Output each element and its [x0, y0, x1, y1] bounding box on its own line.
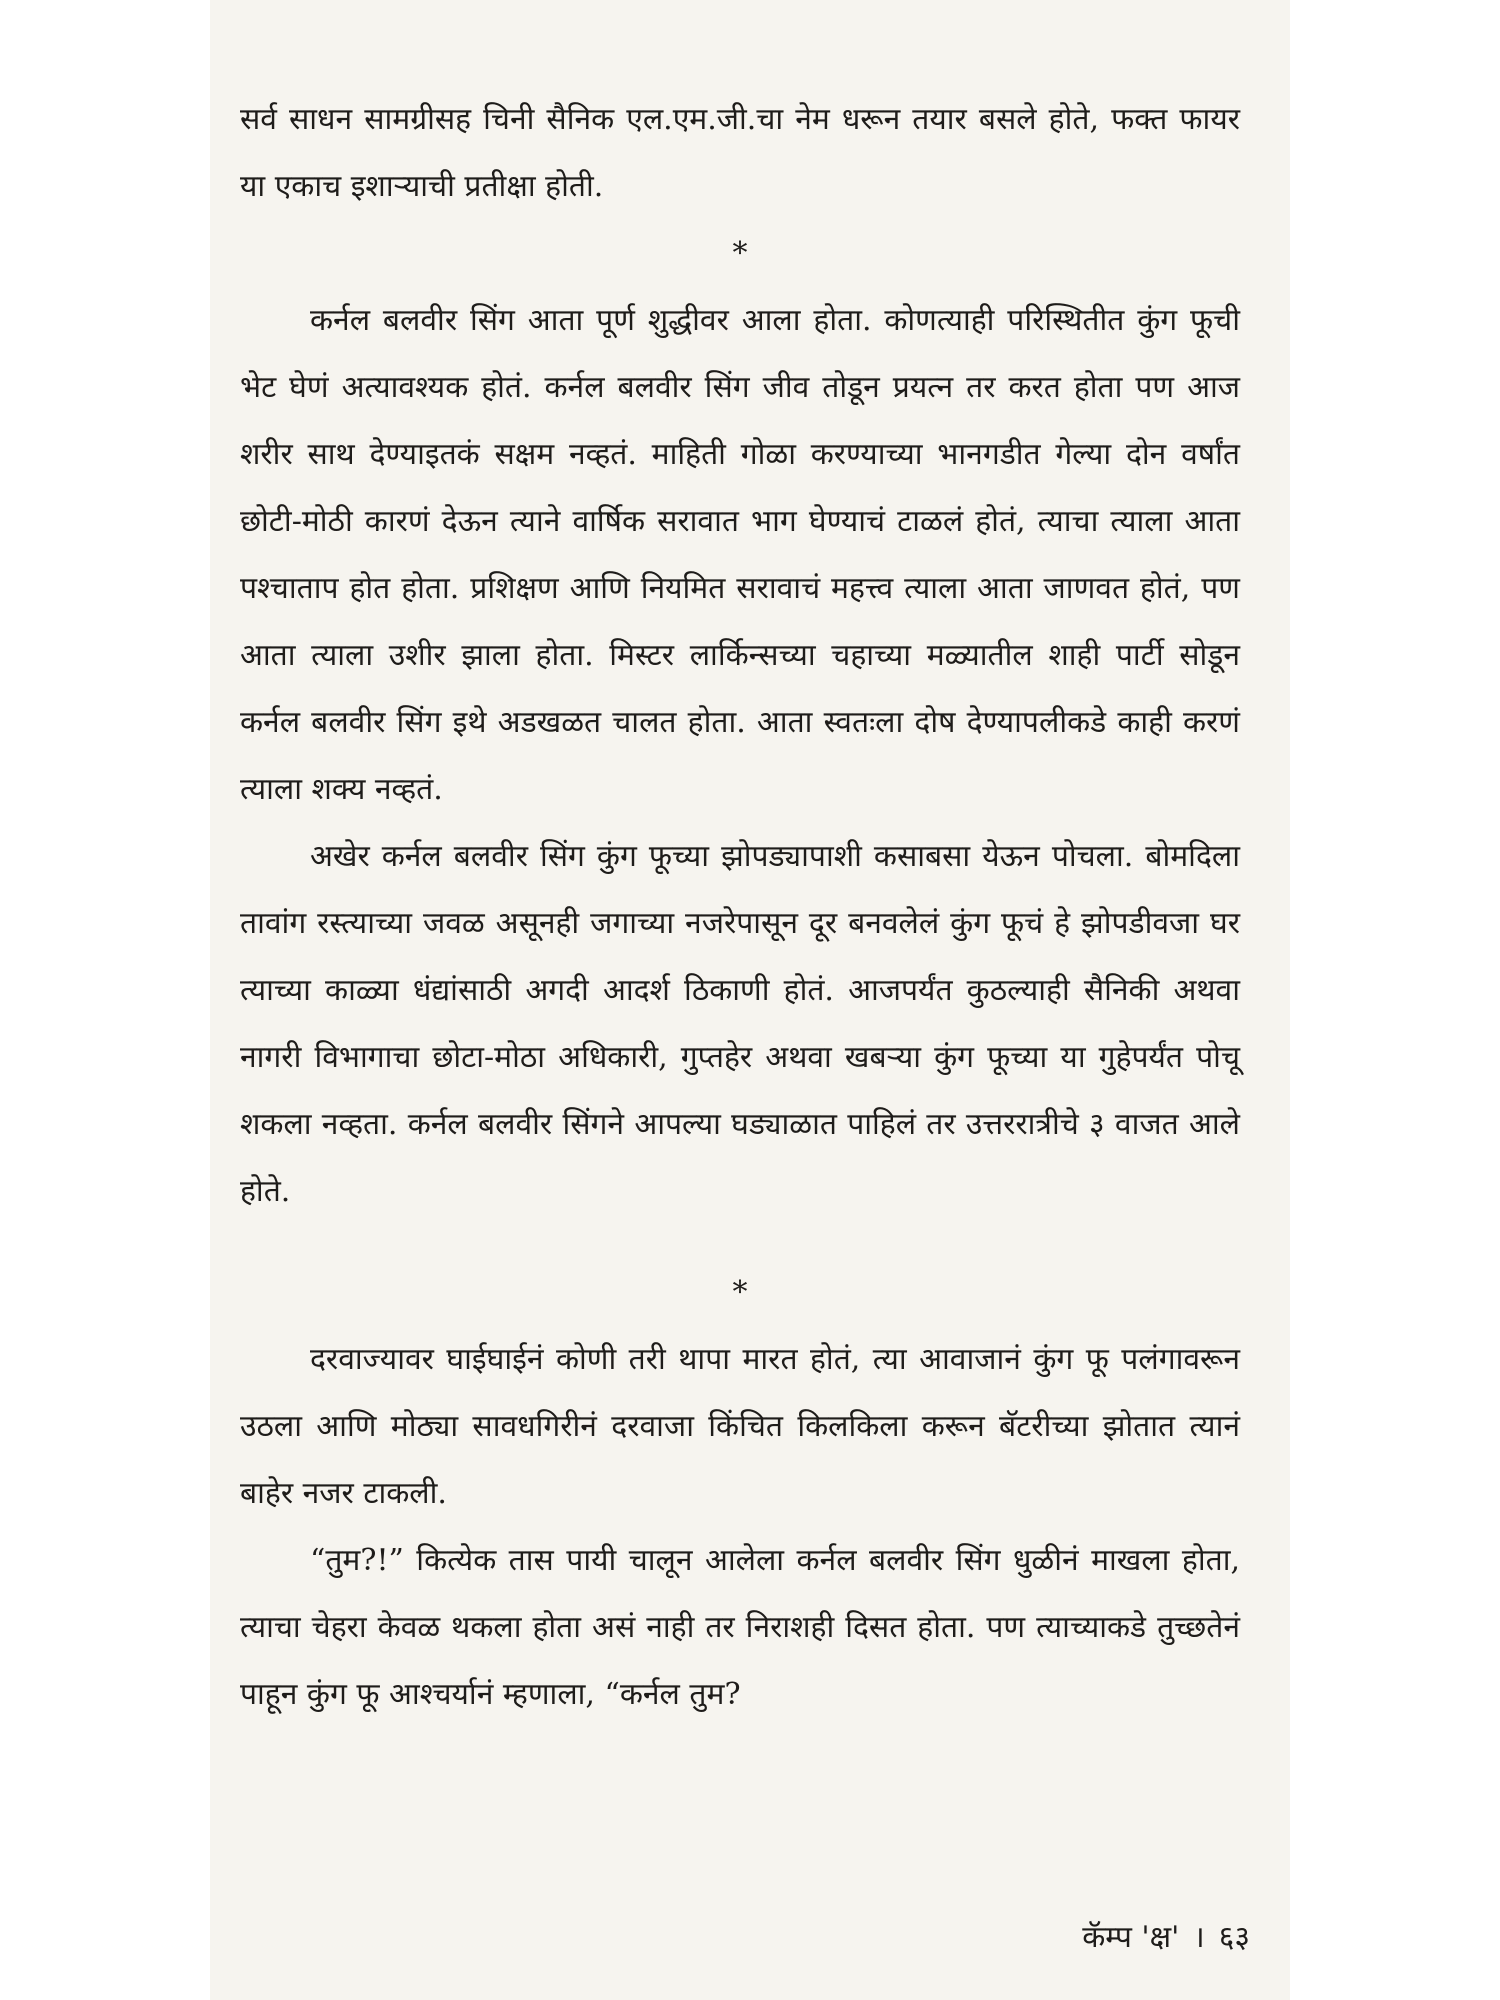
paragraph-5: “तुम?!” कित्येक तास पायी चालून आलेला कर्नल बलवीर सिंग धुळीनं माखला होता, त्याचा चेहरा केवळ थकला होता असं नाही तर निराशही दिसत होता. पण त्याच्याकडे तुच्छतेनं पाहून कुंग फू आश्चर्यानं म्हणाला, “कर्नल तुम? — [240, 1543, 1240, 1712]
paragraph-2: कर्नल बलवीर सिंग आता पूर्ण शुद्धीवर आला होता. कोणत्याही परिस्थितीत कुंग फूची भेट घेणं अत्यावश्यक होतं. कर्नल बलवीर सिंग जीव तोडून प्रयत्न तर करत होता पण आज शरीर साथ देण्याइतकं सक्षम नव्हतं. माहिती गोळा करण्याच्या भानगडीत गेल्या दोन वर्षांत छोटी-मोठी कारणं देऊन त्याने वार्षिक सरावात भाग घेण्याचं टाळलं होतं, त्याचा त्याला आता पश्चाताप होत होता. प्रशिक्षण आणि नियमित सरावाचं महत्त्व त्याला आता जाणवत होतं, पण आता त्याला उशीर झाला होता. मिस्टर लार्किन्सच्या चहाच्या मळ्यातील शाही पार्टी सोडून कर्नल बलवीर सिंग इथे अडखळत चालत होता. आता स्वतःला दोष देण्यापलीकडे काही करणं त्याला शक्य नव्हतं. — [240, 303, 1240, 807]
page-body — [240, 86, 1240, 1728]
footer-separator: । — [1193, 1920, 1205, 1955]
paragraph-1: सर्व साधन सामग्रीसह चिनी सैनिक एल.एम.जी.चा नेम धरून तयार बसले होते, फक्त फायर या एकाच इशाऱ्याची प्रतीक्षा होती. — [240, 102, 1240, 204]
book-title: कॅम्प 'क्ष' — [1082, 1920, 1180, 1955]
paragraph-4: दरवाज्यावर घाईघाईनं कोणी तरी थापा मारत होतं, त्या आवाजानं कुंग फू पलंगावरून उठला आणि मोठ्या सावधगिरीनं दरवाजा किंचित किलकिला करून बॅटरीच्या झोतात त्यानं बाहेर नजर टाकली. — [240, 1342, 1240, 1511]
page-footer — [1082, 1918, 1250, 1958]
section-divider-1: * — [732, 236, 748, 271]
section-divider-2: * — [732, 1275, 748, 1310]
spacer — [240, 1225, 1240, 1259]
paragraph-3: अखेर कर्नल बलवीर सिंग कुंग फूच्या झोपड्यापाशी कसाबसा येऊन पोचला. बोमदिला तावांग रस्त्याच्या जवळ असूनही जगाच्या नजरेपासून दूर बनवलेलं कुंग फूचं हे झोपडीवजा घर त्याच्या काळ्या धंद्यांसाठी अगदी आदर्श ठिकाणी होतं. आजपर्यंत कुठल्याही सैनिकी अथवा नागरी विभागाचा छोटा-मोठा अधिकारी, गुप्तहेर अथवा खबऱ्या कुंग फूच्या या गुहेपर्यंत पोचू शकला नव्हता. कर्नल बलवीर सिंगने आपल्या घड्याळात पाहिलं तर उत्तररात्रीचे ३ वाजत आले होते. — [240, 839, 1240, 1209]
book-page — [210, 0, 1290, 2000]
page-number: ६३ — [1218, 1920, 1250, 1955]
